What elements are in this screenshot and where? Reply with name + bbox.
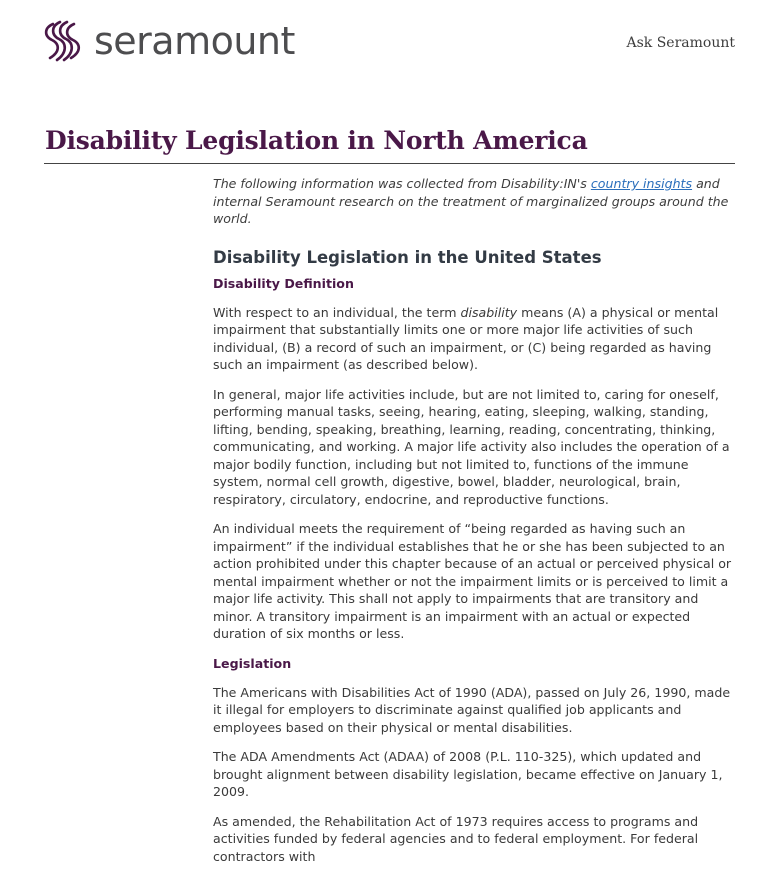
logo-wordmark: seramount: [94, 19, 295, 63]
seramount-logo-mark-icon: [40, 18, 86, 64]
intro-text-end: and internal Seramount research on the treatment of marginalized groups around the world.: [213, 176, 729, 226]
definition-paragraph: [213, 304, 739, 374]
ada-paragraph: The Americans with Disabilities Act of 1990 (ADA), passed on July 26, 1990, made it illegal for employers to discriminate against qualified job applicants and employees based on their physical or mental disabilities.: [213, 684, 731, 735]
country-insights-link[interactable]: country insights: [590, 176, 693, 191]
legislation-heading: Legislation: [213, 655, 292, 671]
definition-text-end: means (A) a physical or mental impairment that substantially limits one or more major life activities of such individual, (B) a record of such an impairment, or (C) being regarded as having such an impairment (as described below).: [213, 304, 719, 372]
regarded-as-paragraph: An individual meets the requirement of “being regarded as having such an impairment” if the individual establishes that he or she has been subjected to an action prohibited under this chapter because of an actual or perceived physical or mental impairment whether or not the impairment limits or is perceived to limit a major life activity. This shall not apply to impairments that are transitory and minor. A transitory impairment is an impairment with an actual or expected duration of six months or less.: [213, 521, 732, 641]
site-header: [0, 0, 768, 80]
article-content: [213, 175, 739, 877]
seramount-logo[interactable]: [40, 18, 295, 64]
section-title: Disability Legislation in the United States: [213, 247, 602, 267]
title-divider: [44, 163, 735, 164]
major-life-activities-paragraph: In general, major life activities include, but are not limited to, caring for oneself, performing manual tasks, seeing, hearing, eating, sleeping, walking, standing, lifting, bending, speaking, breathing, learning, reading, concentrating, thinking, communicating, and working. A major life activity also includes the operation of a major bodily function, including but not limited to, functions of the immune system, normal cell growth, digestive, bowel, bladder, neurological, brain, respiratory, circulatory, endocrine, and reproductive functions.: [213, 386, 730, 507]
intro-text-start: The following information was collected from Disability:IN's: [213, 176, 591, 191]
definition-text-start: With respect to an individual, the term: [213, 304, 461, 320]
disability-definition-heading: Disability Definition: [213, 275, 354, 291]
page-title: Disability Legislation in North America: [45, 126, 588, 155]
intro-paragraph: [213, 175, 739, 228]
ask-seramount-link[interactable]: Ask Seramount: [626, 35, 735, 51]
definition-term: disability: [460, 304, 518, 320]
rehabilitation-act-paragraph: As amended, the Rehabilitation Act of 1973 requires access to programs and activities funded by federal agencies and to federal employment. For federal contractors with: [213, 813, 699, 864]
adaa-paragraph: The ADA Amendments Act (ADAA) of 2008 (P.L. 110-325), which updated and brought alignment between disability legislation, became effective on January 1, 2009.: [213, 749, 723, 799]
